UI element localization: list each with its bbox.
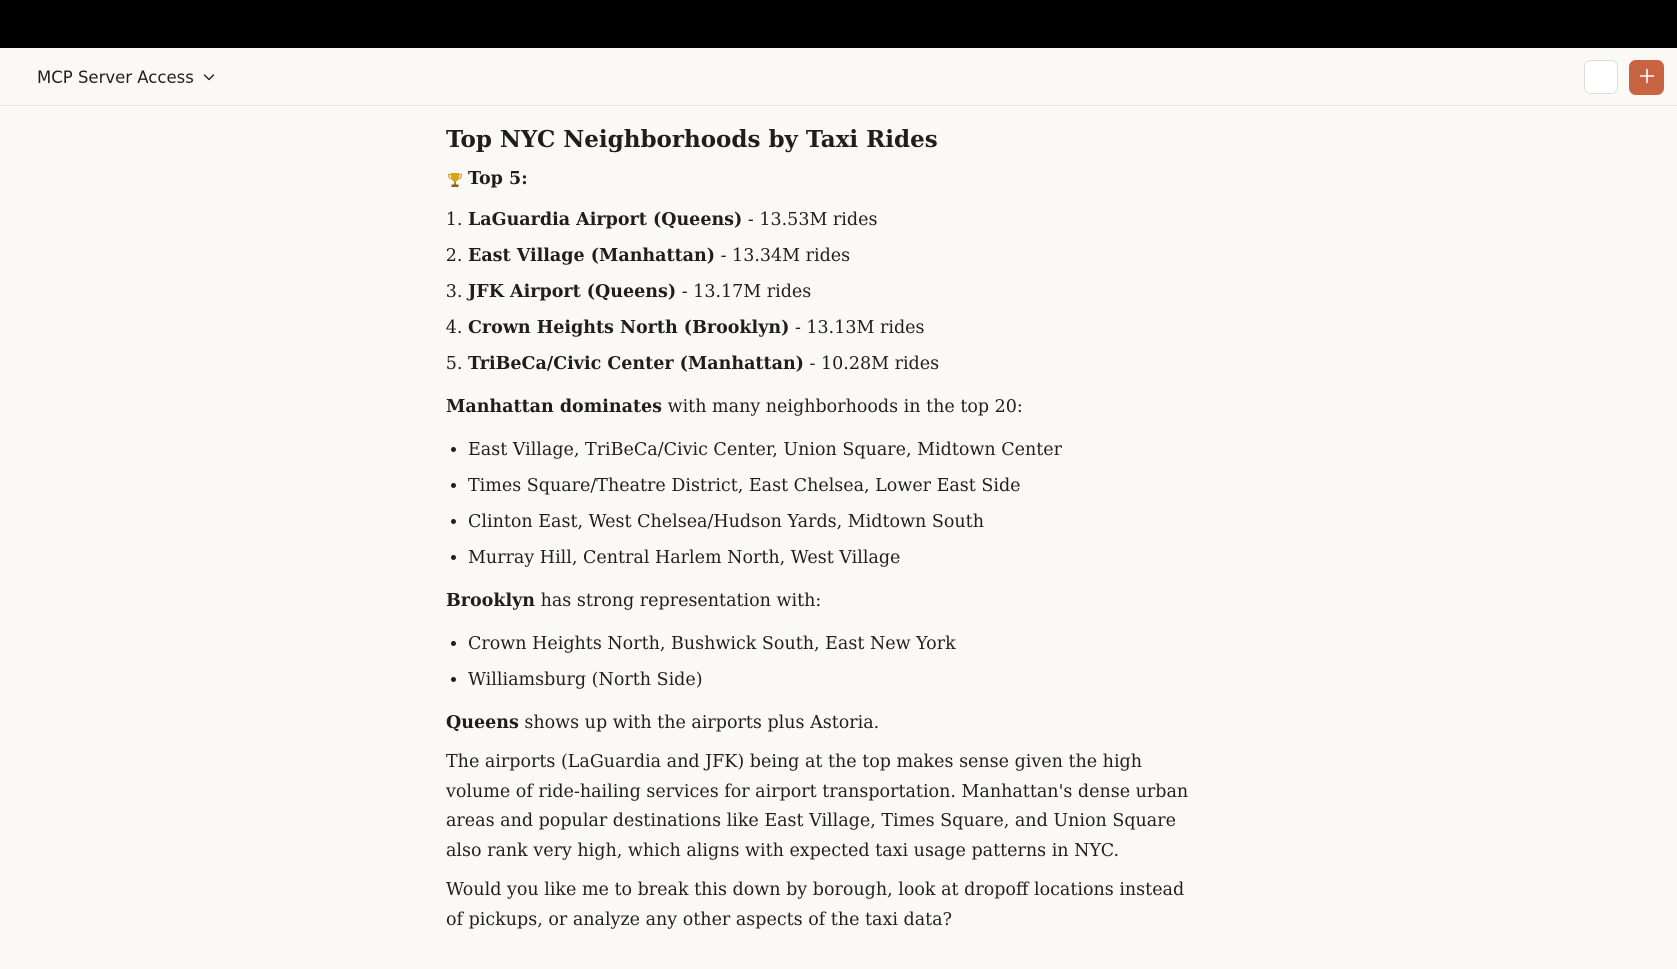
conversation-title-dropdown[interactable] [37,64,218,90]
neighborhood-name: TriBeCa/Civic Center (Manhattan) [468,354,804,374]
list-item [468,238,1206,274]
list-item: • Murray Hill, Central Harlem North, West Village [468,540,1206,576]
ride-count: - 13.34M rides [715,246,851,266]
manhattan-rest: with many neighborhoods in the top 20: [662,397,1023,417]
queens-line [446,708,1206,738]
ranked-list [446,202,1206,382]
manhattan-bold: Manhattan dominates [446,397,663,417]
ride-count: - 13.53M rides [742,210,878,230]
new-chat-button[interactable] [1629,60,1664,95]
list-item [468,274,1206,310]
list-item: • East Village, TriBeCa/Civic Center, Union Square, Midtown Center [468,432,1206,468]
message-heading: Top NYC Neighborhoods by Taxi Rides [446,126,938,153]
brooklyn-list [446,626,1206,698]
conversation-header [0,48,1677,106]
list-item: • Williamsburg (North Side) [468,662,1206,698]
analysis-paragraph: The airports (LaGuardia and JFK) being at the top makes sense given the high volume of ride-hailing services for airport transportation. Manhattan's dense urban areas and popular destinations like East Village, Times Square, and Union Square also rank very high, which aligns with expected taxi usage patterns in NYC. [446,752,1189,861]
brooklyn-intro [446,586,1206,616]
brooklyn-bold: Brooklyn [446,591,536,611]
followup-paragraph: Would you like me to break this down by borough, look at dropoff locations instead of pickups, or analyze any other aspects of the taxi data? [446,880,1185,930]
list-item: • Clinton East, West Chelsea/Hudson Yards, Midtown South [468,504,1206,540]
chevron-down-icon [200,68,218,86]
brooklyn-rest: has strong representation with: [535,591,822,611]
conversation-title: MCP Server Access [37,67,194,87]
list-item [468,310,1206,346]
queens-rest: shows up with the airports plus Astoria. [518,713,880,733]
top5-label-row [446,166,1206,192]
ride-count: - 13.13M rides [789,318,925,338]
queens-bold: Queens [446,713,519,733]
assistant-message [446,118,1206,945]
list-item: • Times Square/Theatre District, East Chelsea, Lower East Side [468,468,1206,504]
list-item [468,346,1206,382]
trophy-icon [446,170,464,188]
neighborhood-name: JFK Airport (Queens) [468,282,677,302]
neighborhood-name: LaGuardia Airport (Queens) [468,210,743,230]
ride-count: - 10.28M rides [803,354,940,374]
list-item: • Crown Heights North, Bushwick South, East New York [468,626,1206,662]
plus-icon [1638,67,1656,89]
top-black-bar [0,0,1677,48]
manhattan-intro [446,392,1206,422]
list-item [468,202,1206,238]
manhattan-list [446,432,1206,576]
neighborhood-name: Crown Heights North (Brooklyn) [468,318,790,338]
neighborhood-name: East Village (Manhattan) [468,246,716,266]
top5-label: Top 5: [468,168,528,189]
header-blank-button[interactable] [1584,60,1618,94]
ride-count: - 13.17M rides [676,282,812,302]
